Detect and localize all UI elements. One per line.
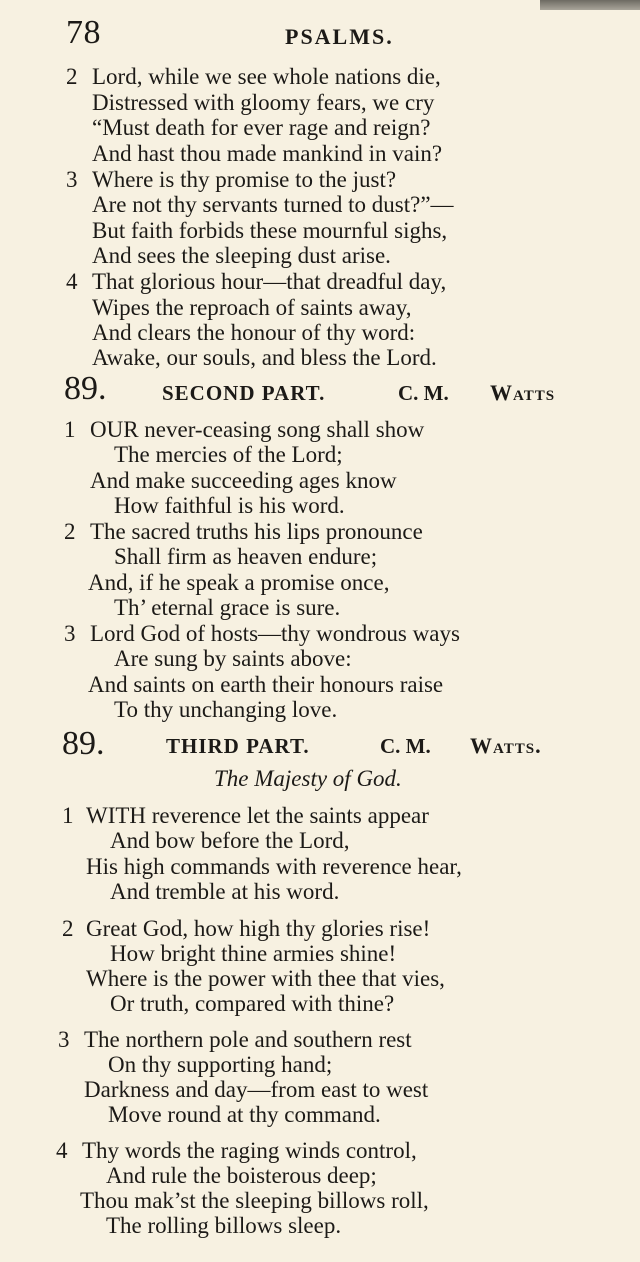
verse-line: The sacred truths his lips pronounce	[90, 519, 423, 544]
verse-line: And saints on earth their honours raise	[88, 672, 444, 697]
verse-line: Great God, how high thy glories rise!	[86, 916, 431, 941]
verse-line: On thy supporting hand;	[108, 1052, 333, 1077]
verse-line: Shall firm as heaven endure;	[114, 544, 378, 569]
verse-line: Move round at thy command.	[108, 1102, 381, 1127]
verse-number: 3	[64, 621, 76, 646]
verse-line: Darkness and day—from east to west	[84, 1077, 429, 1102]
verse-line: Lord God of hosts—thy wondrous ways	[90, 621, 460, 646]
verse-line: Where is thy promise to the just?	[92, 167, 397, 192]
verse-line: And tremble at his word.	[110, 879, 340, 904]
page-number: 78	[66, 14, 101, 51]
verse-line: That glorious hour—that dreadful day,	[92, 269, 447, 294]
verse-line: And, if he speak a promise once,	[88, 570, 390, 595]
verse-line: Where is the power with thee that vies,	[86, 966, 445, 991]
verse-line: Th’ eternal grace is sure.	[114, 595, 341, 620]
page-edge-rule	[540, 0, 640, 10]
verse-line: The northern pole and southern rest	[84, 1027, 412, 1052]
verse-number: 4	[56, 1138, 68, 1163]
verse-line: Thy words the raging winds control,	[82, 1138, 417, 1163]
verse-number: 3	[66, 167, 78, 192]
verse-number: 4	[66, 269, 78, 294]
verse-line: WITH reverence let the saints appear	[86, 803, 429, 828]
verse-line: And clears the honour of thy word:	[92, 320, 416, 345]
verse-line: Thou mak’st the sleeping billows roll,	[80, 1188, 429, 1213]
hymn-number: 89.	[62, 725, 105, 762]
verse-line: And rule the boisterous deep;	[106, 1163, 377, 1188]
verse-line: Awake, our souls, and bless the Lord.	[92, 345, 437, 370]
verse-number: 3	[58, 1027, 70, 1052]
verse-line: And bow before the Lord,	[110, 828, 350, 853]
verse-number: 2	[66, 64, 78, 89]
verse-line: And sees the sleeping dust arise.	[92, 243, 391, 268]
verse-line: OUR never-ceasing song shall show	[90, 417, 425, 442]
verse-line: Or truth, compared with thine?	[110, 991, 395, 1016]
verse-line: And make succeeding ages know	[90, 468, 397, 493]
verse-number: 2	[62, 916, 74, 941]
verse-line: And hast thou made mankind in vain?	[92, 141, 443, 166]
verse-line: How bright thine armies shine!	[110, 941, 397, 966]
verse-line: Distressed with gloomy fears, we cry	[92, 90, 435, 115]
verse-line: Wipes the reproach of saints away,	[92, 295, 412, 320]
hymn-author: Watts	[490, 380, 556, 405]
verse-line: The rolling billows sleep.	[106, 1213, 342, 1238]
verse-number: 1	[64, 417, 76, 442]
verse-number: 1	[62, 803, 74, 828]
hymn-part: SECOND PART.	[162, 381, 326, 405]
hymn-meter: C. M.	[380, 734, 431, 758]
verse-line: But faith forbids these mournful sighs,	[92, 218, 448, 243]
hymn-number: 89.	[64, 370, 107, 407]
verse-number: 2	[64, 519, 76, 544]
verse-line: “Must death for ever rage and reign?	[92, 115, 431, 140]
hymn-meter: C. M.	[398, 381, 449, 405]
hymn-author: Watts.	[470, 733, 542, 758]
verse-line: Lord, while we see whole nations die,	[92, 64, 441, 89]
verse-line: The mercies of the Lord;	[114, 442, 343, 467]
verse-line: His high commands with reverence hear,	[86, 854, 462, 879]
verse-line: Are sung by saints above:	[114, 646, 352, 671]
verse-line: Are not thy servants turned to dust?”—	[92, 192, 454, 217]
verse-line: To thy unchanging love.	[114, 697, 338, 722]
hymn-subtitle: The Majesty of God.	[214, 766, 402, 791]
verse-line: How faithful is his word.	[114, 493, 345, 518]
hymn-part: THIRD PART.	[166, 734, 310, 758]
running-head: PSALMS.	[285, 24, 394, 49]
